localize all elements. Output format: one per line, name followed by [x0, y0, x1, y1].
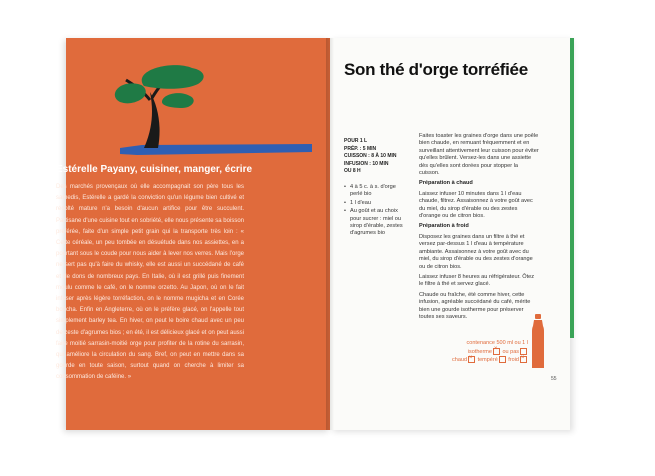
cold-prep-heading: Préparation à froid	[419, 223, 469, 230]
outro-text: Chaude ou fraîche, été comme hiver, cette infusion, agréable succédané du café, mérite bien une gourde isotherme pour préserver toutes ses saveurs.	[419, 291, 531, 320]
isotherme-label: isotherme	[467, 348, 492, 355]
ingredient-list	[344, 184, 404, 239]
meta-line: PRÉP. : 5 MIN	[344, 145, 377, 152]
checkbox-isotherme	[493, 348, 500, 355]
page-number: 55	[551, 376, 557, 382]
temperature-options	[448, 356, 528, 365]
checkbox-chaud	[468, 356, 475, 363]
meta-line: CUISSON : 8 À 10 MIN	[344, 153, 397, 160]
section-heading: Estérelle Payany, cuisiner, manger, écrire	[56, 164, 253, 175]
checkbox-froid	[520, 356, 527, 363]
meta-line: OU 8 H	[344, 168, 361, 175]
page-edge	[570, 38, 574, 338]
container-legend	[448, 340, 528, 365]
recipe-meta	[344, 138, 397, 176]
recipe-instructions	[419, 133, 539, 324]
froid-label: froid	[508, 357, 519, 364]
insulation-options	[448, 348, 528, 357]
meta-line: INFUSION : 10 MIN	[344, 160, 389, 167]
intro-paragraph: Des marchés provençaux où elle accompagnait son père tous les samedis, Estérelle a gardé la conviction qu'un légume bien cultivé et récolté mature n'a besoin d'aucun artifice pour être succulent. Partisane d'une cuisine tout en sobriété, elle nous présente sa boisson préférée, faite d'un simple petit grain qui la transporte très loin : « Cette céréale, un peu tombée en désuétude dans nos assiettes, en a pourtant sous le coude pour nous aider à lever nos verres. Mais l'orge ne sert pas qu'à faire du whisky, elle est aussi un succédané de café et de dons de nombreux pays. En Italie, où il est grillé puis finement moulu comme le café, on le nomme orzetto. Au Japon, où on le fait infuser après légère torréfaction, on le nomme mugicha et en Corée boricha. Enfin en Angleterre, où on le préfère glacé, on l'appelle tout simplement barley tea. En hiver, on peut le boire chaud avec un peu de zeste d'agrumes bios ; en été, il est délicieux glacé et on peut aussi faire moitié sarrasin-moitié orge pour profiter de la rotine du sarrasin, qui améliore la circulation du sang. Bref, on peut en mettre dans sa gourde en toute saison, surtout quand on cherche à limiter sa consommation de caféine. »	[56, 184, 244, 381]
recipe-title: Son thé d'orge torréfiée	[344, 60, 528, 79]
intro-step: Faites toaster les graines d'orge dans une poêle bien chaude, en remuant fréquemment et en surveillant attentivement leur cuisson pour éviter qu'elles brûlent. Versez-les dans une assiette dès qu'elles sont dorées pour stopper la cuisson.	[419, 133, 539, 177]
cold-prep-text: Laissez infuser 8 heures au réfrigérateur. Ôtez le filtre à thé et servez glacé.	[419, 273, 535, 288]
meta-line: POUR 1 L	[344, 138, 368, 144]
ingredient-item: • 4 à 5 c. à s. d'orge perlé bio	[344, 184, 404, 199]
chaud-label: chaud	[452, 357, 468, 364]
book-spine	[326, 38, 334, 430]
ou-pas-label: ou pas	[502, 348, 519, 355]
checkbox-ou-pas	[520, 348, 527, 355]
checkbox-tempere	[499, 356, 506, 363]
hot-prep-text: Laissez infuser 10 minutes dans 1 l d'eau chaude, filtrez. Assaisonnez à votre goût avec du miel, du sirop d'érable ou des zestes d'orange ou de citron bios.	[419, 190, 533, 220]
cold-prep-text: Disposez les graines dans un filtre à thé et versez par-dessus 1 l d'eau à température ambiante. Assaisonnez à votre goût avec du miel, du sirop d'érable ou des zestes d'orange ou de citron bios.	[419, 233, 533, 270]
ingredient-item: • Au goût et au choix pour sucrer : miel ou sirop d'érable, zestes d'agrumes bio	[344, 208, 404, 238]
hot-prep-heading: Préparation à chaud	[419, 180, 473, 187]
ingredient-item: • 1 l d'eau	[344, 200, 404, 207]
container-capacity: contenance 500 ml ou 1 l	[466, 340, 528, 346]
tempere-label: tempéré	[477, 357, 498, 364]
bottle-icon	[530, 314, 546, 370]
pine-tree-illustration	[62, 40, 322, 160]
